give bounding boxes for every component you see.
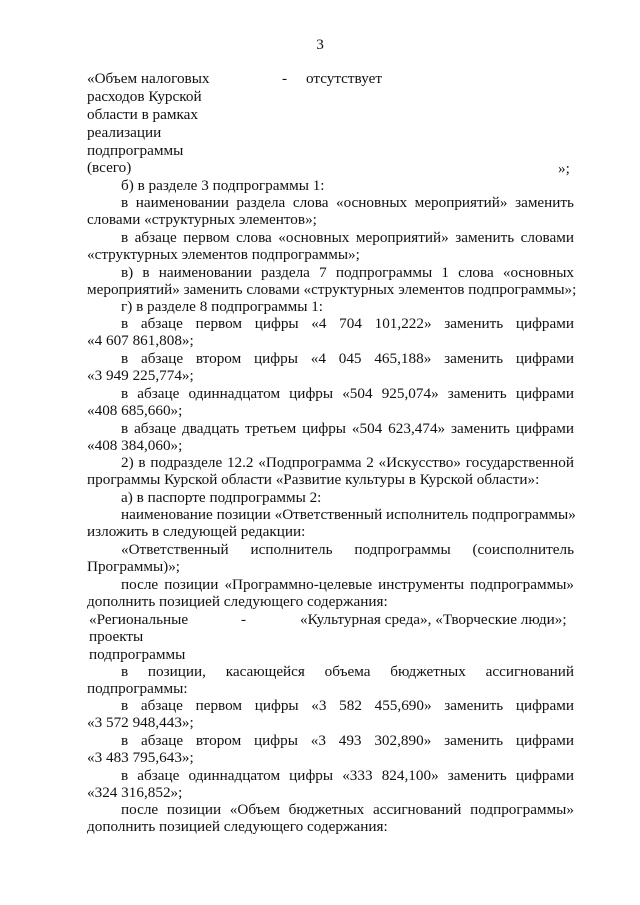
tax-label-line: (всего) xyxy=(87,159,132,176)
regional-dash: - xyxy=(241,611,247,628)
tax-closing: »; xyxy=(558,160,570,177)
tax-value: отсутствует xyxy=(306,70,382,87)
page-number: 3 xyxy=(316,36,324,53)
para-line: в абзаце первом цифры «4 704 101,222» заменить цифрами xyxy=(121,315,574,332)
para-line: «Ответственный исполнитель подпрограммы (соисполнитель xyxy=(121,541,574,558)
para-line: 2) в подразделе 12.2 «Подпрограмма 2 «Искусство» государственной xyxy=(121,454,574,471)
para-line: изложить в следующей редакции: xyxy=(87,523,306,540)
para-line: дополнить позицией следующего содержания: xyxy=(87,818,388,835)
para-line: «структурных элементов подпрограммы»; xyxy=(87,246,360,263)
para-line: программы Курской области «Развитие культуры в Курской области»: xyxy=(87,471,540,488)
para-line: в позиции, касающейся объема бюджетных ассигнований xyxy=(121,663,574,680)
tax-label-line: подпрограммы xyxy=(87,142,184,159)
tax-label-line: «Объем налоговых xyxy=(87,70,210,87)
para-line: подпрограммы: xyxy=(87,680,188,697)
para-line: «3 572 948,443»; xyxy=(87,714,194,731)
para-line: в абзаце втором цифры «3 493 302,890» заменить цифрами xyxy=(121,732,574,749)
tax-label-line: области в рамках xyxy=(87,106,198,123)
tax-label-line: реализации xyxy=(87,124,162,141)
para-line: «3 949 225,774»; xyxy=(87,367,194,384)
para-line: после позиции «Объем бюджетных ассигнований подпрограммы» xyxy=(121,801,574,818)
para-line: наименование позиции «Ответственный исполнитель подпрограммы» xyxy=(121,506,576,523)
para-line: «3 483 795,643»; xyxy=(87,749,194,766)
para-line: в наименовании раздела слова «основных мероприятий» заменить xyxy=(121,194,574,211)
para-line: мероприятий» заменить словами «структурных элементов подпрограммы»; xyxy=(87,281,577,298)
para-line: б) в разделе 3 подпрограммы 1: xyxy=(121,177,325,194)
para-line: после позиции «Программно-целевые инструменты подпрограммы» xyxy=(121,576,574,593)
para-line: «408 685,660»; xyxy=(87,402,183,419)
para-line: г) в разделе 8 подпрограммы 1: xyxy=(121,298,324,315)
tax-label-line: расходов Курской xyxy=(87,88,202,105)
para-line: дополнить позицией следующего содержания: xyxy=(87,593,388,610)
para-line: а) в паспорте подпрограммы 2: xyxy=(121,489,322,506)
para-line: в абзаце одиннадцатом цифры «504 925,074» заменить цифрами xyxy=(121,385,574,402)
regional-label-line: проекты xyxy=(89,628,144,645)
regional-label-line: «Региональные xyxy=(89,611,189,628)
para-line: «408 384,060»; xyxy=(87,437,183,454)
regional-label-line: подпрограммы xyxy=(89,646,186,663)
tax-dash: - xyxy=(282,70,288,87)
para-line: в абзаце первом слова «основных мероприятий» заменить словами xyxy=(121,229,574,246)
regional-value: «Культурная среда», «Творческие люди»; xyxy=(300,611,567,628)
para-line: в абзаце втором цифры «4 045 465,188» заменить цифрами xyxy=(121,350,574,367)
para-line: в абзаце двадцать третьем цифры «504 623,474» заменить цифрами xyxy=(121,420,574,437)
para-line: в) в наименовании раздела 7 подпрограммы 1 слова «основных xyxy=(121,264,574,281)
para-line: Программы)»; xyxy=(87,558,181,575)
para-line: «324 316,852»; xyxy=(87,784,183,801)
para-line: в абзаце одиннадцатом цифры «333 824,100» заменить цифрами xyxy=(121,767,574,784)
para-line: в абзаце первом цифры «3 582 455,690» заменить цифрами xyxy=(121,697,574,714)
para-line: словами «структурных элементов»; xyxy=(87,211,317,228)
para-line: «4 607 861,808»; xyxy=(87,332,194,349)
